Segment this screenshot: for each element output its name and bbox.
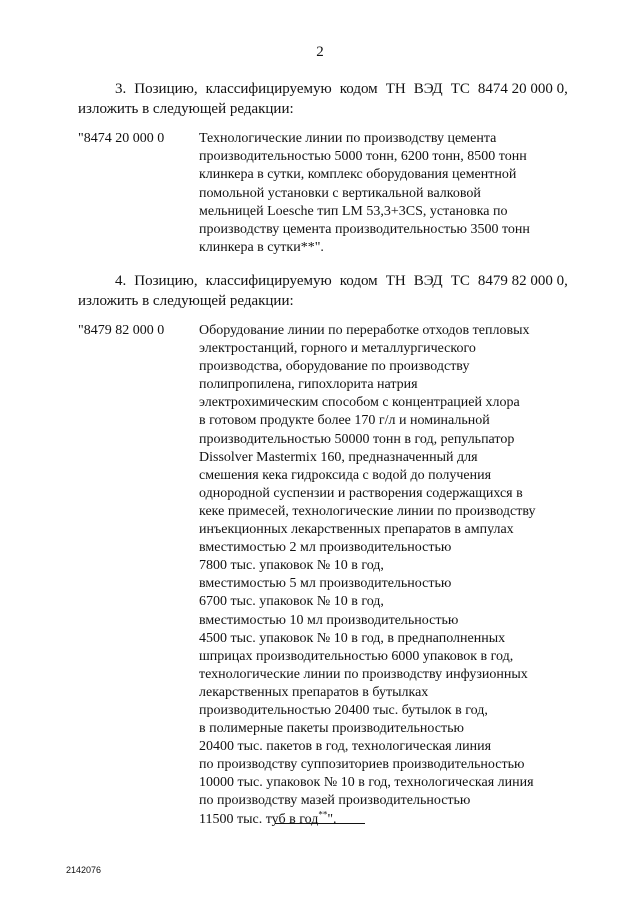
intro-word: 8479 82 000 0, [477, 273, 568, 289]
intro-word: кодом [339, 81, 378, 97]
item-3-code: "8474 20 000 0 [78, 131, 165, 146]
description-line: в полимерные пакеты производительностью [199, 721, 464, 737]
description-line: 4500 тыс. упаковок № 10 в год, в преднаполненных [199, 630, 506, 646]
description-line: лекарственных препаратов в бутылках [199, 684, 429, 700]
intro-word: 3. [115, 81, 127, 97]
last-line-end: ". [327, 811, 337, 827]
item-3-description [199, 130, 571, 257]
intro-word: Позицию, [134, 81, 198, 97]
page-number: 2 [316, 44, 324, 60]
description-line: мельницей Loesche тип LM 53,3+3CS, установка по [199, 203, 508, 219]
intro-word: ТН [385, 273, 406, 289]
description-line: в готовом продукте более 170 г/л и номинальной [199, 413, 490, 429]
description-line: инъекционных лекарственных препаратов в ампулах [199, 522, 514, 538]
intro-word: кодом [339, 273, 378, 289]
intro-word: 4. [115, 273, 127, 289]
description-line: 10000 тыс. упаковок № 10 в год, технологическая линия [199, 775, 534, 791]
item-4-code: "8479 82 000 0 [78, 323, 165, 338]
description-line: помольной установки с вертикальной валковой [199, 185, 481, 201]
footnote-separator [275, 823, 365, 824]
description-line: клинкера в сутки**". [199, 240, 324, 256]
item-3-intro [78, 79, 568, 119]
item-4-intro-line2: изложить в следующей редакции: [78, 293, 294, 309]
description-line: Оборудование линии по переработке отходов тепловых [199, 323, 530, 338]
intro-word: ТН [385, 81, 406, 97]
description-line: вместимостью 5 мл производительностью [199, 576, 452, 592]
description-line: производства, оборудование по производству [199, 359, 470, 375]
description-line: производительностью 5000 тонн, 6200 тонн, 8500 тонн [199, 149, 527, 165]
description-line: вместимостью 10 мл производительностью [199, 612, 459, 628]
footnote-marker: ** [318, 808, 328, 819]
document-id: 2142076 [66, 865, 102, 875]
description-line: электрохимическим способом с концентрацией хлора [199, 395, 520, 411]
item-4-intro [78, 271, 568, 311]
intro-word: ТС [450, 273, 470, 289]
intro-word: классифицируемую [205, 81, 332, 97]
description-line: по производству мазей производительностью [199, 793, 471, 809]
description-line: технологические линии по производству инфузионных [199, 666, 528, 682]
description-last-line [199, 808, 571, 829]
description-line: смешения кека гидроксида с водой до получения [199, 467, 492, 483]
description-line: 20400 тыс. пакетов в год, технологическая линия [199, 739, 492, 755]
item-3-intro-line2: изложить в следующей редакции: [78, 101, 294, 117]
description-line: Dissolver Mastermix 160, предназначенный для [199, 449, 478, 465]
description-line: по производству суппозиториев производительностью [199, 757, 525, 773]
description-line: производительностью 50000 тонн в год, репульпатор [199, 431, 515, 447]
intro-word: классифицируемую [205, 273, 332, 289]
description-line: электростанций, горного и металлургического [199, 341, 476, 357]
description-line: 6700 тыс. упаковок № 10 в год, [199, 594, 384, 610]
last-line-text: 11500 тыс. туб в год [199, 811, 319, 827]
description-line: Технологические линии по производству цемента [199, 131, 497, 146]
description-line: производству цемента производительностью 3500 тонн [199, 221, 530, 237]
intro-word: ВЭД [413, 273, 443, 289]
description-line: 7800 тыс. упаковок № 10 в год, [199, 558, 384, 574]
item-4-description [199, 322, 571, 829]
description-line: полипропилена, гипохлорита натрия [199, 377, 418, 393]
intro-word: ВЭД [413, 81, 443, 97]
intro-word: ТС [450, 81, 470, 97]
description-line: кеке примесей, технологические линии по производству [199, 503, 536, 519]
description-line: клинкера в сутки, комплекс оборудования цементной [199, 167, 517, 183]
intro-word: Позицию, [134, 273, 198, 289]
item-4-intro-line1 [78, 271, 568, 291]
description-line: шприцах производительностью 6000 упаковок в год, [199, 648, 514, 664]
description-line: однородной суспензии и растворения содержащихся в [199, 485, 523, 501]
description-line: вместимостью 2 мл производительностью [199, 540, 452, 556]
description-line: производительностью 20400 тыс. бутылок в год, [199, 702, 488, 718]
item-3-intro-line1 [78, 79, 568, 99]
intro-word: 8474 20 000 0, [477, 81, 568, 97]
